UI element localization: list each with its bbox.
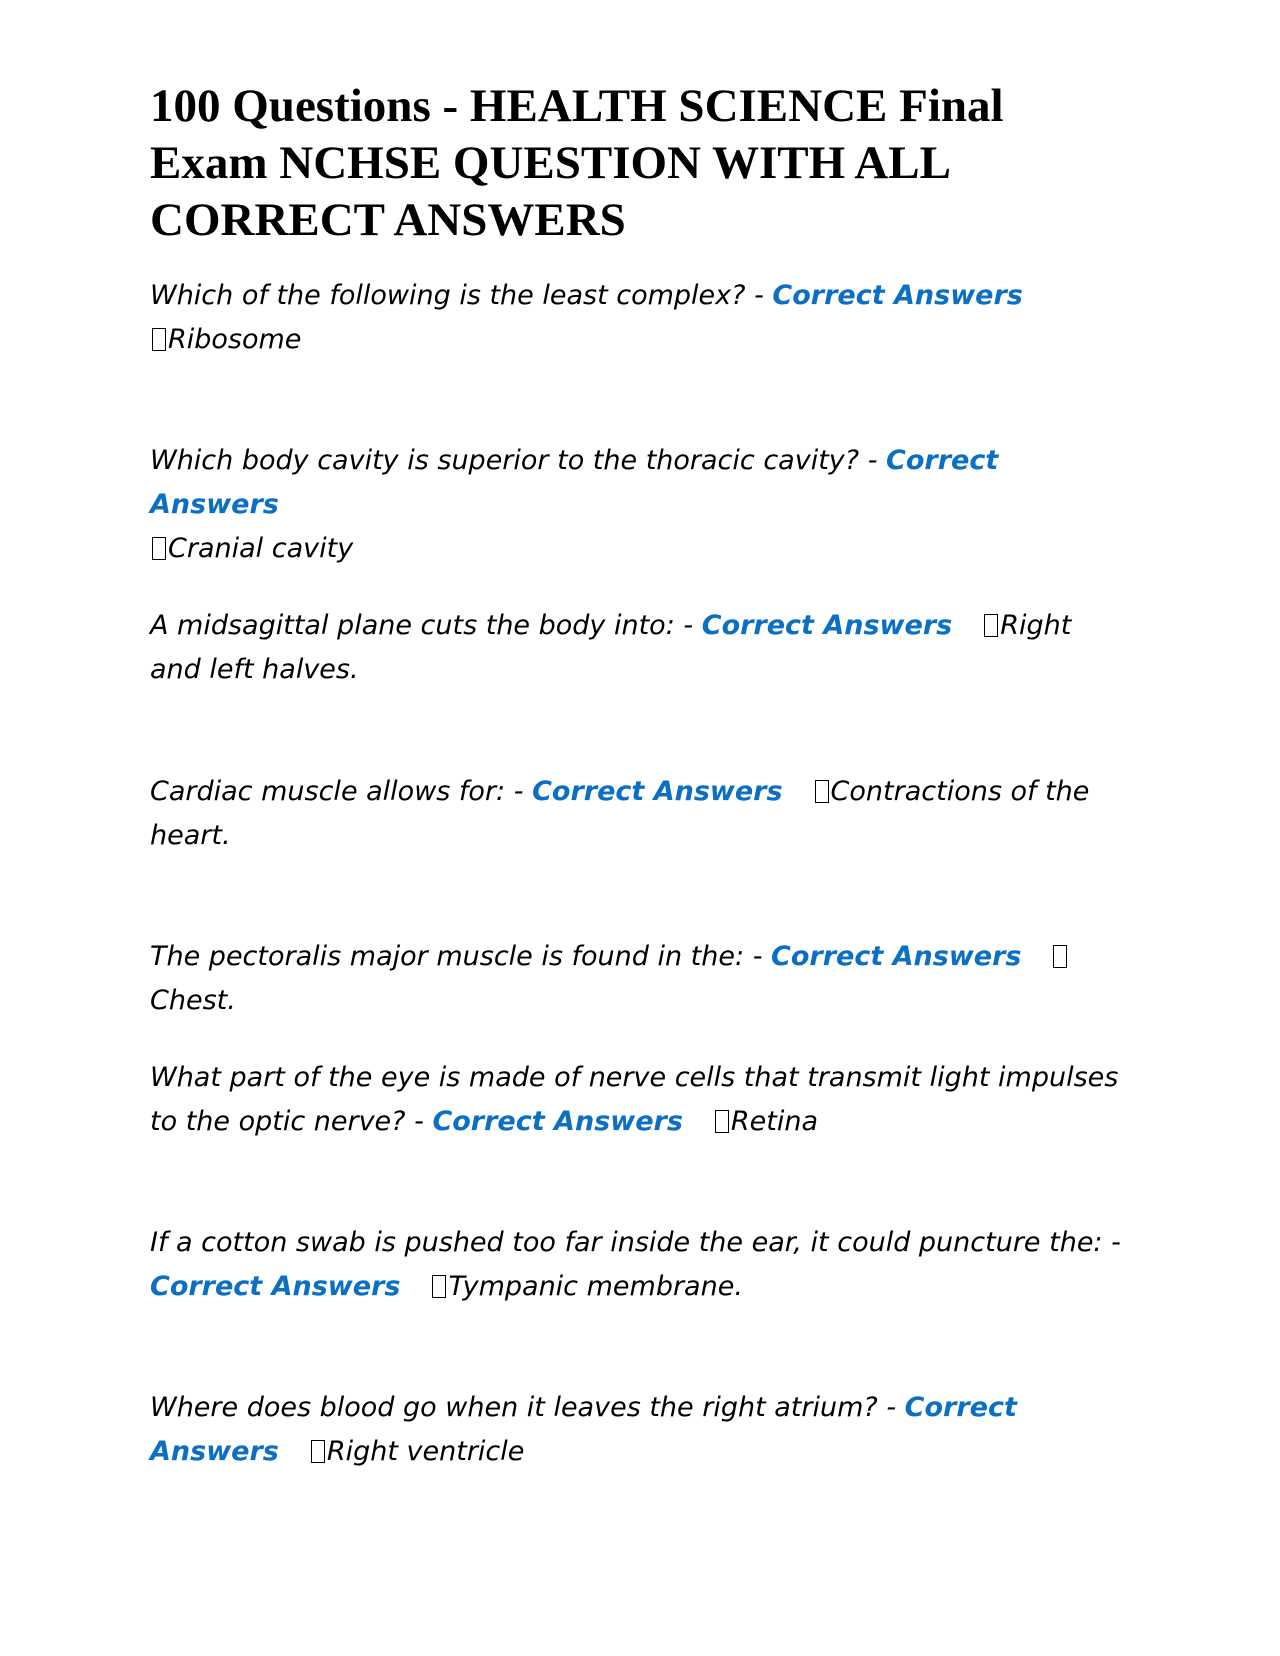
answer-text: Ribosome: [168, 324, 302, 355]
answer-text: Chest.: [150, 985, 236, 1016]
question-text: The pectoralis major muscle is found in the:: [150, 941, 745, 972]
qa-item-4: [150, 770, 1130, 858]
qa-item-6: [150, 1056, 1130, 1144]
qa-item-3: [150, 604, 1130, 692]
correct-answers-label: Correct Answers: [150, 445, 999, 520]
separator: -: [1111, 1227, 1121, 1258]
correct-answers-label: Correct Answers: [701, 610, 953, 641]
answer-text: Right and left halves.: [150, 610, 1072, 685]
qa-item-5: [150, 935, 1130, 1023]
correct-answers-label: Correct Answers: [432, 1106, 683, 1137]
separator: -: [754, 280, 764, 311]
correct-answers-label: Correct Answers: [532, 776, 783, 807]
box-glyph-icon: [152, 537, 166, 560]
correct-answers-label: Correct Answers: [150, 1271, 401, 1302]
separator: -: [886, 1392, 897, 1423]
box-glyph-icon: [1053, 945, 1067, 968]
correct-answers-label: Correct Answers: [772, 280, 1023, 311]
box-glyph-icon: [311, 1440, 325, 1463]
qa-item-8: [150, 1386, 1130, 1474]
box-glyph-icon: [432, 1275, 446, 1298]
separator: -: [414, 1106, 424, 1137]
question-text: Cardiac muscle allows for:: [150, 776, 506, 807]
question-text: A midsagittal plane cuts the body into:: [150, 610, 675, 641]
box-glyph-icon: [984, 614, 998, 637]
box-glyph-icon: [815, 780, 829, 803]
question-text: If a cotton swab is pushed too far inside the ear, it could puncture the:: [150, 1227, 1103, 1258]
box-glyph-icon: [715, 1110, 729, 1133]
document-title: 100 Questions - HEALTH SCIENCE Final Exam NCHSE QUESTION WITH ALL CORRECT ANSWERS: [150, 80, 1004, 246]
answer-text: Right ventricle: [326, 1436, 525, 1467]
answer-text: Cranial cavity: [168, 533, 354, 564]
question-text: Which of the following is the least complex?: [150, 280, 746, 311]
qa-item-1: [150, 274, 1130, 362]
answer-text: Retina: [730, 1106, 819, 1137]
separator: -: [513, 776, 524, 807]
answer-text: Contractions of the heart.: [150, 776, 1090, 851]
separator: -: [867, 445, 878, 476]
correct-answers-label: Correct Answers: [150, 1392, 1017, 1467]
answer-text: Tympanic membrane.: [448, 1271, 743, 1302]
question-text: What part of the eye is made of nerve cells that transmit light impulses to the optic nerve?: [150, 1062, 1119, 1137]
question-text: Where does blood go when it leaves the right atrium?: [150, 1392, 878, 1423]
correct-answers-label: Correct Answers: [771, 941, 1022, 972]
separator: -: [683, 610, 694, 641]
qa-item-7: [150, 1221, 1130, 1309]
qa-item-2: [150, 439, 1130, 571]
box-glyph-icon: [152, 328, 166, 351]
question-text: Which body cavity is superior to the thoracic cavity?: [150, 445, 860, 476]
separator: -: [752, 941, 763, 972]
